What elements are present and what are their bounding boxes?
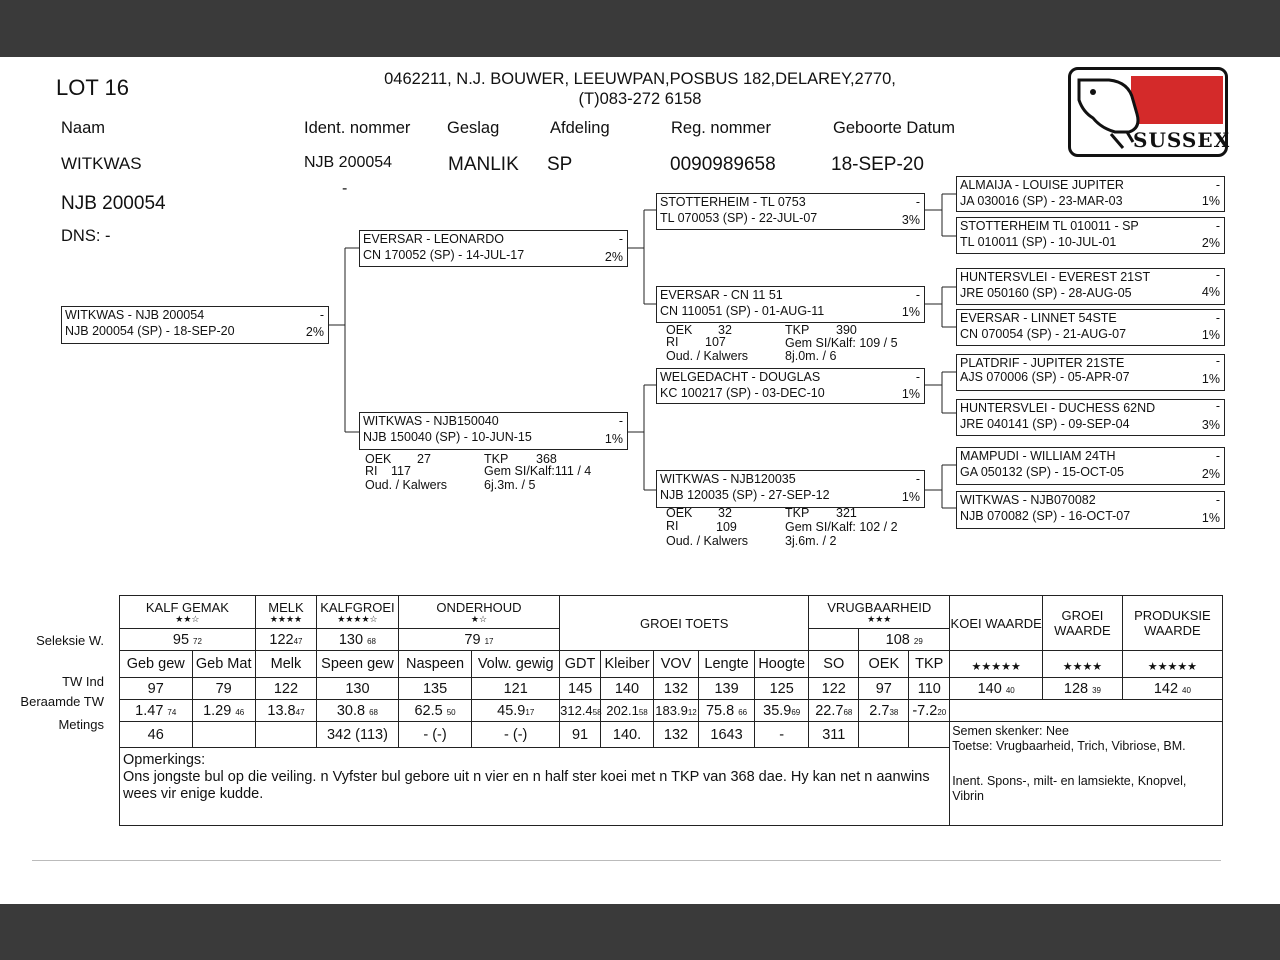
gg-2-pct: 2% — [1201, 236, 1220, 250]
lot-number: LOT 16 — [56, 75, 129, 100]
twind-cell: 140 — [600, 678, 653, 700]
pedigree-gg-3 — [956, 268, 1225, 305]
row-label-twind: TW Ind — [62, 674, 104, 689]
gg-7-name: MAMPUDI - WILLIAM 24TH — [960, 449, 1116, 463]
kalf-gemak-stars: ★★☆ — [175, 614, 200, 624]
metings-cell: 46 — [120, 722, 193, 748]
header-groei-waarde: GROEI WAARDE — [1043, 596, 1123, 651]
pedigree-sire-name: EVERSAR - LEONARDO — [363, 232, 505, 246]
col-header: Volw. gewig — [472, 651, 560, 678]
dam-ri-value: 117 — [391, 464, 411, 478]
dd-tkp-value: 321 — [836, 506, 857, 520]
seleksie-onderhoud: 79 17 — [398, 629, 559, 651]
twind-groei-waarde: 128 39 — [1043, 678, 1123, 700]
pedigree-ss-reg: TL 070053 (SP) - 22-JUL-07 — [660, 211, 818, 225]
value-geboorte: 18-SEP-20 — [831, 154, 924, 175]
twind-produksie-waarde: 142 40 — [1122, 678, 1222, 700]
dd-oud-value: 3j.6m. / 2 — [785, 534, 837, 548]
sd-gem: Gem SI/Kalf: 109 / 5 — [785, 336, 898, 350]
pedigree-sire — [359, 230, 628, 267]
pedigree-gg-8 — [956, 491, 1225, 529]
col-header: Speen gew — [317, 651, 399, 678]
beraamde-cell: 202.158 — [600, 700, 653, 722]
beraamde-cell: -7.220 — [909, 700, 950, 722]
metings-cell — [255, 722, 316, 748]
dd-oek-value: 32 — [718, 506, 732, 520]
label-reg: Reg. nommer — [671, 119, 771, 137]
gg-2-name: STOTTERHEIM TL 010011 - SP — [960, 219, 1139, 233]
row-label-beraamde: Beraamde TW — [20, 694, 104, 709]
pedigree-ds-pct: 1% — [901, 387, 920, 401]
pedigree-sire-dash: - — [618, 232, 623, 246]
pedigree-gg-2 — [956, 217, 1225, 254]
gg-6-name: HUNTERSVLEI - DUCHESS 62ND — [960, 401, 1156, 415]
header-kalf-gemak: KALF GEMAK ★★☆ — [120, 596, 256, 629]
produksie-waarde-stars: ★★★★★ — [1122, 651, 1222, 678]
sd-oud-value: 8j.0m. / 6 — [785, 349, 837, 363]
owner-line-1: 0462211, N.J. BOUWER, LEEUWPAN,POSBUS 182,DELAREY,2770, — [384, 70, 896, 88]
header-vrugbaarheid: VRUGBAARHEID ★★★ — [809, 596, 950, 629]
sd-oud-label: Oud. / Kalwers — [666, 349, 748, 363]
beraamde-cell: 22.768 — [809, 700, 859, 722]
pedigree-gg-5 — [956, 354, 1225, 391]
col-header: Melk — [255, 651, 316, 678]
gg-7-reg: GA 050132 (SP) - 15-OCT-05 — [960, 465, 1124, 479]
dam-oud-value: 6j.3m. / 5 — [484, 478, 536, 492]
gg-1-name: ALMAIJA - LOUISE JUPITER — [960, 178, 1124, 192]
metings-cell: 140. — [600, 722, 653, 748]
sd-tkp-value: 390 — [836, 323, 857, 337]
gg-3-reg: JRE 050160 (SP) - 28-AUG-05 — [960, 286, 1132, 300]
col-header: Geb gew — [120, 651, 193, 678]
sd-ri-value: 107 — [705, 335, 726, 349]
beraamde-cell: 2.738 — [859, 700, 909, 722]
dam-ri-label: RI — [365, 464, 378, 478]
gg-1-reg: JA 030016 (SP) - 23-MAR-03 — [960, 194, 1123, 208]
gg-3-dash: - — [1215, 268, 1220, 282]
metings-cell: - — [755, 722, 809, 748]
sd-ri-label: RI — [666, 335, 679, 349]
semen-skenker: Semen skenker: Nee — [952, 724, 1069, 738]
sd-tkp-label: TKP — [785, 323, 810, 337]
value-geslag: MANLIK — [448, 154, 519, 175]
gg-1-pct: 1% — [1201, 194, 1220, 208]
beraamde-cell: 1.29 46 — [192, 700, 255, 722]
pedigree-sire-dam — [656, 286, 925, 323]
pedigree-dam-dam — [656, 470, 925, 508]
gg-7-dash: - — [1215, 449, 1220, 463]
col-header: GDT — [560, 651, 601, 678]
pedigree-ss-name: STOTTERHEIM - TL 0753 — [660, 195, 806, 209]
metings-cell — [909, 722, 950, 748]
gg-6-pct: 3% — [1201, 418, 1220, 432]
gg-1-dash: - — [1215, 178, 1220, 192]
pedigree-ds-dash: - — [915, 370, 920, 384]
beraamde-cell: 35.969 — [755, 700, 809, 722]
inent: Inent. Spons-, milt- en lamsiekte, Knopvel, Vibrin — [952, 774, 1187, 803]
gg-8-pct: 1% — [1201, 511, 1220, 525]
twind-cell: 132 — [654, 678, 699, 700]
dd-oud-label: Oud. / Kalwers — [666, 534, 748, 548]
melk-stars: ★★★★ — [269, 614, 303, 624]
twind-cell: 122 — [255, 678, 316, 700]
pedigree-gg-1 — [956, 176, 1225, 212]
logo-text: SUSSEX — [1133, 128, 1231, 152]
sd-oek-value: 32 — [718, 323, 732, 337]
pedigree-sire-sire — [656, 193, 925, 230]
pedigree-self — [61, 306, 329, 344]
pedigree-ss-pct: 3% — [901, 213, 920, 227]
gg-2-dash: - — [1215, 219, 1220, 233]
pedigree-dam-dash: - — [618, 414, 623, 428]
pedigree-dam-reg: NJB 150040 (SP) - 10-JUN-15 — [363, 430, 532, 444]
dd-ri-label: RI — [666, 519, 679, 533]
seleksie-kalfgroei: 130 68 — [317, 629, 399, 651]
metings-cell — [192, 722, 255, 748]
pedigree-self-dash: - — [319, 308, 324, 322]
pedigree-dam-sire — [656, 368, 925, 404]
twind-cell: 79 — [192, 678, 255, 700]
twind-cell: 125 — [755, 678, 809, 700]
pedigree-dam-name: WITKWAS - NJB150040 — [363, 414, 499, 428]
seleksie-vrug-blank — [809, 629, 859, 651]
dd-ri-value: 109 — [716, 520, 737, 534]
pedigree-dd-pct: 1% — [901, 490, 920, 504]
col-header: Naspeen — [398, 651, 472, 678]
performance-table — [119, 595, 1223, 826]
metings-cell — [859, 722, 909, 748]
twind-cell: 135 — [398, 678, 472, 700]
pedigree-dd-reg: NJB 120035 (SP) - 27-SEP-12 — [660, 488, 830, 502]
beraamde-blank — [950, 700, 1223, 722]
onderhoud-stars: ★☆ — [470, 614, 488, 624]
value-naam: WITKWAS — [61, 154, 142, 173]
seleksie-melk: 12247 — [255, 629, 316, 651]
gg-7-pct: 2% — [1201, 467, 1220, 481]
pedigree-gg-7 — [956, 447, 1225, 485]
big-id: NJB 200054 — [61, 193, 166, 214]
col-header: Hoogte — [755, 651, 809, 678]
col-header: TKP — [909, 651, 950, 678]
seleksie-kalf: 95 72 — [120, 629, 256, 651]
twind-cell: 97 — [120, 678, 193, 700]
dam-oud-label: Oud. / Kalwers — [365, 478, 447, 492]
groei-waarde-stars: ★★★★ — [1043, 651, 1123, 678]
dam-oek-value: 27 — [417, 452, 431, 466]
pedigree-self-name: WITKWAS - NJB 200054 — [65, 308, 205, 322]
metings-cell: - (-) — [398, 722, 472, 748]
value-reg: 0090989658 — [670, 154, 776, 175]
pedigree-self-pct: 2% — [305, 325, 324, 339]
twind-cell: 139 — [698, 678, 754, 700]
koei-waarde-stars: ★★★★★ — [950, 651, 1043, 678]
header-koei-waarde: KOEI WAARDE — [950, 596, 1043, 651]
opmerkings-text: Ons jongste bul op die veiling. n Vyfster bul gebore uit n vier en n half ster koei met n TKP van 368 dae. Hy kan net n aanwins wees vir enige kudde. — [123, 769, 930, 802]
label-geboorte: Geboorte Datum — [833, 119, 955, 137]
metings-cell: 91 — [560, 722, 601, 748]
twind-cell: 122 — [809, 678, 859, 700]
twind-cell: 121 — [472, 678, 560, 700]
label-ident: Ident. nommer — [304, 119, 411, 137]
pedigree-sd-pct: 1% — [901, 305, 920, 319]
col-header: Kleiber — [600, 651, 653, 678]
twind-cell: 130 — [317, 678, 399, 700]
gg-8-reg: NJB 070082 (SP) - 16-OCT-07 — [960, 509, 1131, 523]
header-groei-toets: GROEI TOETS — [560, 596, 809, 651]
gg-8-name: WITKWAS - NJB070082 — [960, 493, 1096, 507]
seleksie-vrug: 108 29 — [859, 629, 950, 651]
gg-3-name: HUNTERSVLEI - EVEREST 21ST — [960, 270, 1151, 284]
pedigree-ds-reg: KC 100217 (SP) - 03-DEC-10 — [660, 386, 825, 400]
gg-6-reg: JRE 040141 (SP) - 09-SEP-04 — [960, 417, 1130, 431]
col-header: Geb Mat — [192, 651, 255, 678]
pedigree-gg-4 — [956, 309, 1225, 346]
gg-3-pct: 4% — [1201, 285, 1220, 299]
pedigree-dd-name: WITKWAS - NJB120035 — [660, 472, 796, 486]
metings-cell: 311 — [809, 722, 859, 748]
col-header: VOV — [654, 651, 699, 678]
beraamde-cell: 62.5 50 — [398, 700, 472, 722]
twind-cell: 110 — [909, 678, 950, 700]
gg-5-pct: 1% — [1201, 372, 1220, 386]
label-afdeling: Afdeling — [550, 119, 610, 137]
opmerkings-cell — [120, 748, 950, 826]
col-header: Lengte — [698, 651, 754, 678]
gg-5-dash: - — [1215, 354, 1220, 368]
pedigree-gg-6 — [956, 399, 1225, 436]
pedigree-sd-name: EVERSAR - CN 11 51 — [660, 288, 783, 302]
beraamde-cell: 75.8 66 — [698, 700, 754, 722]
value-ident: NJB 200054 — [304, 154, 393, 171]
twind-koei-waarde: 140 40 — [950, 678, 1043, 700]
dd-tkp-label: TKP — [785, 506, 810, 520]
gg-6-dash: - — [1215, 399, 1220, 413]
notes-right — [950, 722, 1223, 826]
beraamde-cell: 45.917 — [472, 700, 560, 722]
pedigree-sd-reg: CN 110051 (SP) - 01-AUG-11 — [660, 304, 825, 318]
pedigree-sire-pct: 2% — [604, 250, 623, 264]
pedigree-self-reg: NJB 200054 (SP) - 18-SEP-20 — [65, 324, 235, 338]
vrugbaarheid-stars: ★★★ — [867, 614, 892, 624]
metings-cell: 1643 — [698, 722, 754, 748]
toetse: Toetse: Vrugbaarheid, Trich, Vibriose, BM. — [952, 739, 1186, 753]
value-ident-dash: - — [342, 180, 348, 197]
row-label-metings: Metings — [58, 717, 104, 732]
gg-8-dash: - — [1215, 493, 1220, 507]
row-label-seleksie: Seleksie W. — [36, 633, 104, 648]
dam-gem: Gem SI/Kalf:111 / 4 — [484, 464, 592, 478]
gg-5-name: PLATDRIF - JUPITER 21STE — [960, 356, 1125, 370]
beraamde-cell: 13.847 — [255, 700, 316, 722]
metings-cell: 132 — [654, 722, 699, 748]
pedigree-ss-dash: - — [915, 195, 920, 209]
bottom-divider — [32, 860, 1221, 861]
header-kalfgroei: KALFGROEI ★★★★☆ — [317, 596, 399, 629]
pedigree-dd-dash: - — [915, 472, 920, 486]
header-produksie-waarde: PRODUKSIE WAARDE — [1122, 596, 1222, 651]
owner-line-2: (T)083-272 6158 — [578, 90, 702, 108]
twind-cell: 145 — [560, 678, 601, 700]
label-naam: Naam — [61, 119, 106, 137]
beraamde-cell: 30.8 68 — [317, 700, 399, 722]
dd-oek-label: OEK — [666, 506, 693, 520]
pedigree-sire-reg: CN 170052 (SP) - 14-JUL-17 — [363, 248, 525, 262]
dam-oek-label: OEK — [365, 452, 392, 466]
header-melk: MELK ★★★★ — [255, 596, 316, 629]
value-afdeling: SP — [547, 154, 573, 175]
gg-4-dash: - — [1215, 311, 1220, 325]
dam-tkp-label: TKP — [484, 452, 509, 466]
gg-4-pct: 1% — [1201, 328, 1220, 342]
beraamde-cell: 312.458 — [560, 700, 601, 722]
gg-5-reg: AJS 070006 (SP) - 05-APR-07 — [960, 370, 1130, 384]
beraamde-cell: 1.47 74 — [120, 700, 193, 722]
gg-4-name: EVERSAR - LINNET 54STE — [960, 311, 1117, 325]
sd-oek-label: OEK — [666, 323, 693, 337]
beraamde-cell: 183.912 — [654, 700, 699, 722]
twind-cell: 97 — [859, 678, 909, 700]
header-onderhoud: ONDERHOUD ★☆ — [398, 596, 559, 629]
pedigree-dam-pct: 1% — [604, 432, 623, 446]
col-header: SO — [809, 651, 859, 678]
pedigree-sd-dash: - — [915, 288, 920, 302]
opmerkings-label: Opmerkings: — [123, 752, 206, 768]
label-geslag: Geslag — [447, 119, 500, 137]
dd-gem: Gem SI/Kalf: 102 / 2 — [785, 520, 898, 534]
col-header: OEK — [859, 651, 909, 678]
metings-cell: 342 (113) — [317, 722, 399, 748]
pedigree-dam — [359, 412, 628, 450]
gg-2-reg: TL 010011 (SP) - 10-JUL-01 — [960, 235, 1117, 249]
dns: DNS: - — [61, 227, 111, 245]
pedigree-ds-name: WELGEDACHT - DOUGLAS — [660, 370, 821, 384]
gg-4-reg: CN 070054 (SP) - 21-AUG-07 — [960, 327, 1127, 341]
metings-cell: - (-) — [472, 722, 560, 748]
dam-tkp-value: 368 — [536, 452, 557, 466]
kalfgroei-stars: ★★★★☆ — [337, 614, 378, 624]
